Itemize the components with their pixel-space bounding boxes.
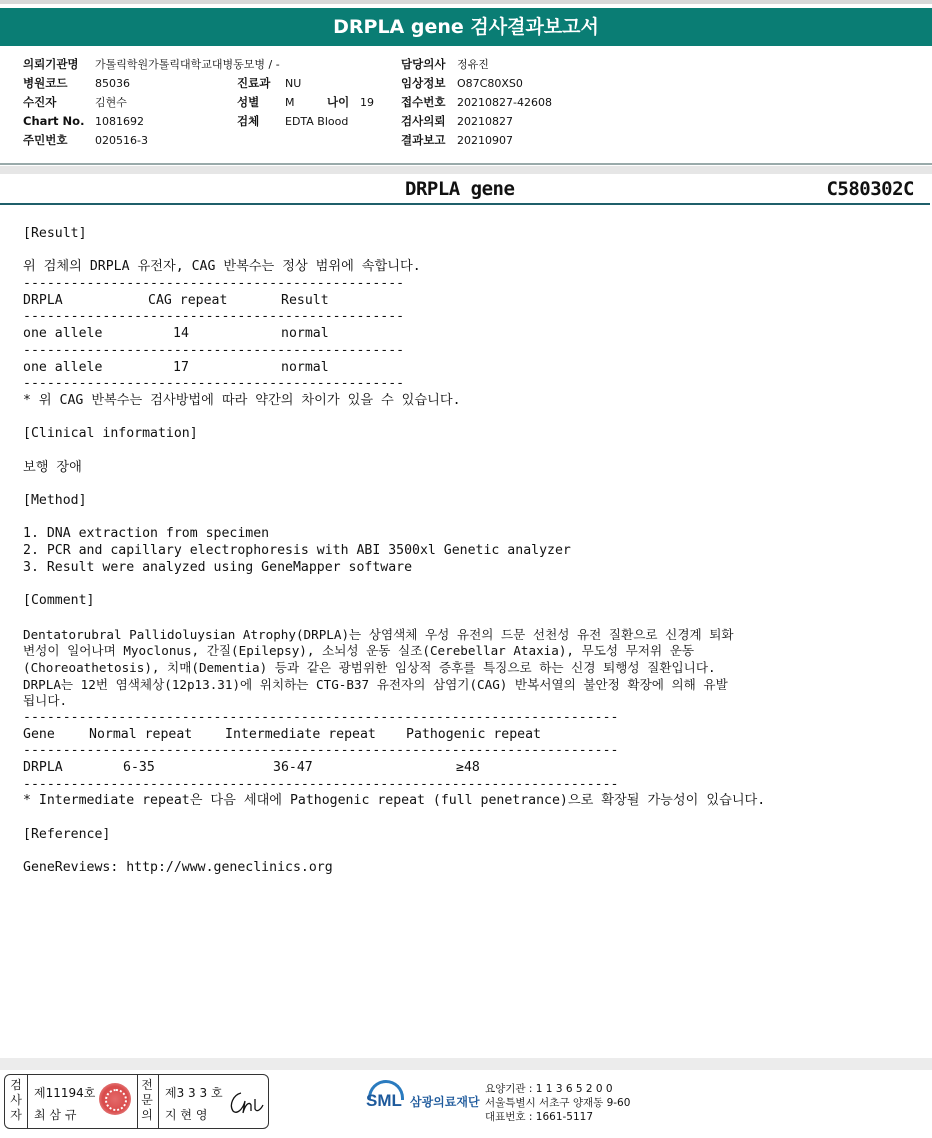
org-logo [366,1080,480,1114]
comment-line: 변성이 일어나며 Myoclonus, 간질(Epilepsy), 소뇌성 운동 실조(Cerebellar Ataxia), 무도성 무저위 운동 [23,643,695,659]
logo-mark [366,1080,406,1114]
signature-divider [137,1075,138,1128]
repeat-table-header: Gene Normal repeat Intermediate repeat Pathogenic repeat [23,726,541,742]
signer2-license: 제3 3 3 호 [165,1086,223,1100]
org-contact [485,1082,630,1124]
signer2-name: 지 현 영 [165,1108,208,1122]
report-body [23,226,913,877]
table-divider: ------------------------------------------------ [23,376,405,392]
signer1-role: 검사자 [10,1078,22,1122]
method-item: 3. Result were analyzed using GeneMapper software [23,559,413,575]
comment-line: DRPLA는 12번 염색체상(12p13.31)에 위치하는 CTG-B37 유전자의 삼염기(CAG) 반복서열의 불안정 확장에 의해 유발 [23,676,728,692]
info-row-resident-no: 주민번호 020516-3 [23,133,148,147]
clinical-info-text: 보행 장애 [23,459,82,475]
info-row-specimen: 검체 EDTA Blood [237,114,349,128]
handwritten-signature [227,1087,265,1117]
signature-divider [27,1075,28,1128]
test-code: C580302C [826,178,914,200]
table-divider: --------------------------------------------------------------------------- [23,743,619,759]
org-code: 요양기관 : 1 1 3 6 5 2 0 0 [485,1083,613,1095]
comment-line: 됩니다. [23,693,68,709]
comment-line: (Choreoathetosis), 치매(Dementia) 등과 같은 광범위한 임상적 증후를 특징으로 하는 신경 퇴행성 질환입니다. [23,659,716,675]
result-table-row: one allele 14 normal [23,326,329,342]
info-row-report-date: 결과보고 20210907 [401,133,513,147]
patient-info-column-2 [237,74,374,131]
info-row-doctor: 담당의사 정유진 [401,57,489,71]
reference-link[interactable]: GeneReviews: http://www.geneclinics.org [23,860,333,876]
table-divider: ------------------------------------------------ [23,309,405,325]
signature-divider [158,1075,159,1128]
signer2-role: 전문의 [141,1078,153,1122]
signer1-name: 최 삼 규 [34,1108,77,1122]
org-phone: 대표번호 : 1661-5117 [485,1111,594,1123]
repeat-table-row: DRPLA 6-35 36-47 ≥48 [23,760,480,775]
info-row-receipt-no: 접수번호 20210827-42608 [401,95,552,109]
header-divider-band [0,166,932,174]
result-table-header: DRPLA CAG repeat Result [23,292,329,308]
info-row-hospital-code: 병원코드 85036 [23,76,130,90]
table-divider: --------------------------------------------------------------------------- [23,709,619,725]
info-row-department: 진료과 NU [237,76,302,90]
seal-stamp [99,1083,131,1115]
info-row-chart-no: Chart No. 1081692 [23,114,144,128]
section-heading-reference: [Reference] [23,826,111,842]
footer-band [0,1058,932,1070]
result-summary: 위 검체의 DRPLA 유전자, CAG 반복수는 정상 범위에 속합니다. [23,259,421,275]
info-row-institution: 의뢰기관명 가톨릭학원가톨릭대학교대병동모병 / - [23,57,280,71]
table-divider: ------------------------------------------------ [23,342,405,358]
test-divider [0,203,930,205]
report-title: DRPLA gene 검사결과보고서 [0,8,932,46]
section-heading-clinical: [Clinical information] [23,426,198,442]
org-address: 서울특별시 서초구 양재동 9-60 [485,1097,631,1109]
test-name: DRPLA gene [405,178,515,200]
signature-box [4,1074,269,1129]
section-heading-comment: [Comment] [23,593,95,609]
method-item: 1. DNA extraction from specimen [23,526,270,542]
result-table-row: one allele 17 normal [23,359,329,375]
org-name: 삼광의료재단 [410,1094,480,1109]
result-note: * 위 CAG 반복수는 검사방법에 따라 약간의 차이가 있을 수 있습니다. [23,392,461,408]
info-row-clinical-info: 임상정보 O87C80XS0 [401,76,523,90]
logo-text: SML [366,1091,402,1110]
section-heading-method: [Method] [23,493,87,508]
repeat-note: * Intermediate repeat은 다음 세대에 Pathogenic repeat (full penetrance)으로 확장될 가능성이 있습니다. [23,793,766,809]
top-rule [0,0,932,4]
info-row-request-date: 검사의뢰 20210827 [401,114,513,128]
signer1-license: 제11194호 [34,1086,96,1100]
table-divider: ------------------------------------------------ [23,276,405,292]
table-divider: --------------------------------------------------------------------------- [23,776,619,792]
section-heading-result: [Result] [23,226,87,241]
header-divider [0,163,932,165]
method-item: 2. PCR and capillary electrophoresis with ABI 3500xl Genetic analyzer [23,543,571,559]
info-row-sex-age: 성별 M 나이 19 [237,95,374,109]
info-row-patient-name: 수진자 김현수 [23,95,127,109]
comment-line: Dentatorubral Pallidoluysian Atrophy(DRPLA)는 상염색체 우성 유전의 드문 선천성 유전 질환으로 신경계 퇴화 [23,626,734,642]
patient-info-column-3 [401,55,552,150]
